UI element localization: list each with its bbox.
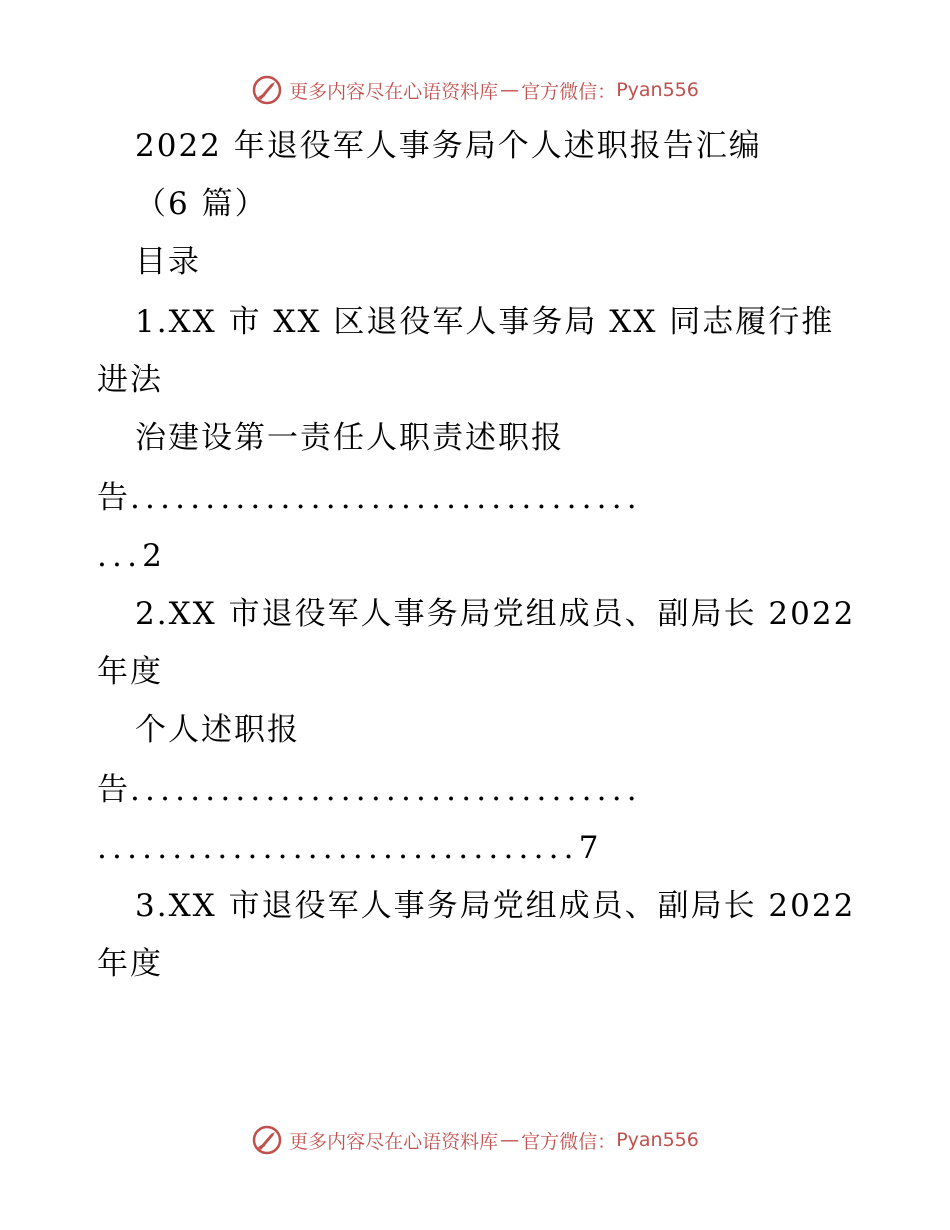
- toc-entry-1-line1: 1.XX 市 XX 区退役军人事务局 XX 同志履行推: [135, 304, 835, 340]
- pen-logo-icon: [251, 1124, 283, 1156]
- header-watermark: [0, 70, 950, 110]
- toc-entry-2-line2: 年度: [97, 654, 163, 690]
- watermark-text: 更多内容尽在心语资料库: [289, 80, 499, 103]
- toc-entry-2-line3: 个人述职报: [135, 712, 300, 748]
- pen-logo-icon: [251, 74, 283, 106]
- toc-entry-3-line2: 年度: [97, 946, 163, 982]
- watermark-wechat-label: 官方微信：: [521, 80, 617, 103]
- toc-entry-1-line2: 进法: [97, 362, 163, 398]
- watermark-wechat-id: Pyan556: [616, 79, 699, 101]
- toc-entry-1-page: ...2: [97, 538, 168, 574]
- toc-entry-1-text: 告: [97, 480, 130, 516]
- footer-watermark: [0, 1120, 950, 1160]
- doc-title-line1: 2022 年退役军人事务局个人述职报告汇编: [135, 128, 762, 164]
- toc-entry-1-line3: 治建设第一责任人职责述职报: [135, 420, 564, 456]
- watermark-text: 更多内容尽在心语资料库: [289, 1130, 499, 1153]
- toc-entry-2-page: ................................7: [97, 830, 604, 866]
- toc-entry-2-line4: [97, 770, 642, 810]
- toc-entry-1-line4: [97, 478, 642, 518]
- toc-heading: 目录: [135, 244, 201, 280]
- toc-entry-1-leader: ..................................: [130, 480, 642, 516]
- watermark-separator: —: [500, 1129, 520, 1151]
- watermark-wechat-id: Pyan556: [616, 1129, 699, 1151]
- toc-entry-2-text: 告: [97, 772, 130, 808]
- toc-entry-2-line1: 2.XX 市退役军人事务局党组成员、副局长 2022: [135, 596, 856, 632]
- watermark-separator: —: [500, 79, 520, 101]
- doc-title-line2: （6 篇）: [135, 186, 268, 222]
- toc-entry-2-leader: ..................................: [130, 772, 642, 808]
- toc-entry-3-line1: 3.XX 市退役军人事务局党组成员、副局长 2022: [135, 888, 856, 924]
- watermark-wechat-label: 官方微信：: [521, 1130, 617, 1153]
